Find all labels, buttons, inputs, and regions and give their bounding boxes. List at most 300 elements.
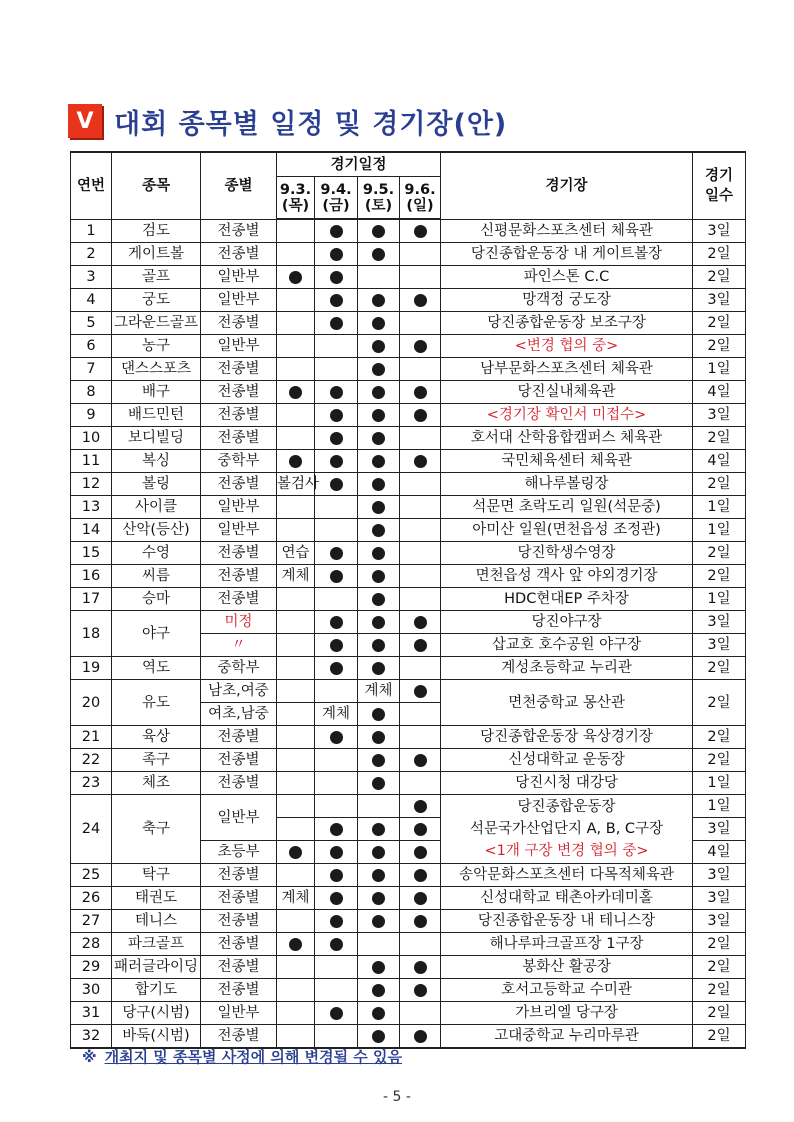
match-dot	[372, 823, 385, 836]
schedule-cell	[315, 219, 358, 243]
row-venue: 아미산 일원(면천읍성 조정관)	[441, 519, 693, 542]
schedule-cell	[315, 266, 358, 289]
table-row	[71, 749, 746, 772]
table-row	[71, 979, 746, 1002]
row-no: 23	[71, 772, 112, 795]
row-sport: 수영	[112, 542, 201, 565]
schedule-cell	[277, 427, 315, 450]
row-venue: 당진시청 대강당	[441, 772, 693, 795]
schedule-cell	[315, 772, 358, 795]
row-venue: 국민체육센터 체육관	[441, 450, 693, 473]
match-dot	[372, 754, 385, 767]
schedule-cell	[400, 933, 441, 956]
row-days: 3일	[693, 404, 746, 427]
match-dot	[372, 731, 385, 744]
row-no: 29	[71, 956, 112, 979]
schedule-cell	[315, 289, 358, 312]
schedule-cell	[400, 427, 441, 450]
row-days: 3일	[693, 864, 746, 887]
match-dot	[372, 593, 385, 606]
row-division: 초등부	[201, 841, 277, 864]
row-sport: 검도	[112, 219, 201, 243]
schedule-cell	[358, 611, 400, 634]
row-sport: 합기도	[112, 979, 201, 1002]
row-no: 6	[71, 335, 112, 358]
match-dot	[289, 455, 302, 468]
match-dot	[414, 800, 427, 813]
row-venue: 해나루파크골프장 1구장	[441, 933, 693, 956]
schedule-cell	[315, 634, 358, 657]
schedule-cell	[315, 565, 358, 588]
schedule-cell	[277, 956, 315, 979]
table-row	[71, 680, 746, 703]
row-division: 전종별	[201, 381, 277, 404]
schedule-cell	[358, 243, 400, 266]
row-sport: 태권도	[112, 887, 201, 910]
match-dot	[330, 547, 343, 560]
schedule-cell	[400, 519, 441, 542]
row-no: 31	[71, 1002, 112, 1025]
match-dot	[289, 386, 302, 399]
schedule-cell	[400, 565, 441, 588]
match-dot	[372, 869, 385, 882]
schedule-cell	[400, 611, 441, 634]
row-division: 전종별	[201, 726, 277, 749]
match-dot	[330, 478, 343, 491]
schedule-cell	[277, 450, 315, 473]
schedule-cell	[315, 542, 358, 565]
section-title: 대회 종목별 일정 및 경기장(안)	[114, 108, 508, 140]
table-row	[71, 1025, 746, 1049]
table-row	[71, 772, 746, 795]
row-no: 15	[71, 542, 112, 565]
row-division: 전종별	[201, 358, 277, 381]
table-row	[71, 312, 746, 335]
schedule-cell	[400, 887, 441, 910]
row-days: 2일	[693, 979, 746, 1002]
row-division: 전종별	[201, 427, 277, 450]
match-dot	[330, 570, 343, 583]
row-sport: 당구(시범)	[112, 1002, 201, 1025]
schedule-cell	[358, 450, 400, 473]
schedule-cell	[315, 726, 358, 749]
row-days: 4일	[693, 381, 746, 404]
schedule-cell	[315, 427, 358, 450]
schedule-cell: 연습	[277, 542, 315, 565]
schedule-cell	[277, 588, 315, 611]
row-days: 2일	[693, 473, 746, 496]
schedule-cell	[277, 496, 315, 519]
table-row	[71, 910, 746, 933]
match-dot	[414, 961, 427, 974]
schedule-cell	[400, 335, 441, 358]
schedule-cell	[277, 772, 315, 795]
schedule-cell	[400, 266, 441, 289]
footnote	[82, 1046, 402, 1067]
row-division: 일반부	[201, 266, 277, 289]
schedule-cell	[277, 818, 315, 841]
row-sport: 역도	[112, 657, 201, 680]
match-dot	[414, 455, 427, 468]
schedule-cell	[277, 657, 315, 680]
match-dot	[330, 248, 343, 261]
header-date-2: 9.4. (금)	[315, 177, 358, 220]
match-dot	[330, 938, 343, 951]
header-date-4: 9.6. (일)	[400, 177, 441, 220]
row-sport: 배구	[112, 381, 201, 404]
schedule-cell	[277, 703, 315, 726]
match-dot	[372, 639, 385, 652]
row-venue: 해나루볼링장	[441, 473, 693, 496]
row-no: 3	[71, 266, 112, 289]
match-dot	[372, 547, 385, 560]
row-days: 1일	[693, 519, 746, 542]
row-division: 남초,여중	[201, 680, 277, 703]
match-dot	[372, 432, 385, 445]
row-no: 7	[71, 358, 112, 381]
schedule-cell	[315, 818, 358, 841]
row-venue: 당진종합운동장 보조구장	[441, 312, 693, 335]
schedule-cell	[277, 219, 315, 243]
row-division: 전종별	[201, 243, 277, 266]
row-days: 1일	[693, 358, 746, 381]
row-venue: 남부문화스포츠센터 체육관	[441, 358, 693, 381]
section-badge: V	[68, 104, 102, 138]
schedule-cell	[277, 795, 315, 818]
table-row	[71, 956, 746, 979]
schedule-cell	[277, 864, 315, 887]
schedule-cell	[358, 542, 400, 565]
venue-line: 당진종합운동장	[517, 799, 616, 815]
row-days: 1일	[693, 496, 746, 519]
schedule-cell	[315, 312, 358, 335]
match-dot	[372, 386, 385, 399]
schedule-cell	[400, 1025, 441, 1049]
schedule-cell	[277, 634, 315, 657]
schedule-cell: 계체	[277, 565, 315, 588]
row-sport: 복싱	[112, 450, 201, 473]
row-venue: 계성초등학교 누리관	[441, 657, 693, 680]
match-dot	[330, 823, 343, 836]
row-no: 19	[71, 657, 112, 680]
schedule-cell	[315, 473, 358, 496]
row-no: 12	[71, 473, 112, 496]
match-dot	[330, 869, 343, 882]
row-venue: 당진종합운동장 내 게이트볼장	[441, 243, 693, 266]
table-row	[71, 933, 746, 956]
match-dot	[330, 409, 343, 422]
row-division: 전종별	[201, 565, 277, 588]
match-dot	[414, 915, 427, 928]
row-venue: 당진학생수영장	[441, 542, 693, 565]
schedule-cell	[400, 358, 441, 381]
schedule-cell	[400, 219, 441, 243]
row-sport: 씨름	[112, 565, 201, 588]
schedule-cell	[358, 703, 400, 726]
row-division: 전종별	[201, 588, 277, 611]
schedule-cell	[315, 933, 358, 956]
row-no: 20	[71, 680, 112, 726]
match-dot	[330, 616, 343, 629]
schedule-cell: 볼검사	[277, 473, 315, 496]
row-no: 16	[71, 565, 112, 588]
table-row	[71, 588, 746, 611]
row-no: 27	[71, 910, 112, 933]
match-dot	[330, 294, 343, 307]
row-sport: 족구	[112, 749, 201, 772]
table-row	[71, 335, 746, 358]
match-dot	[330, 915, 343, 928]
match-dot	[330, 271, 343, 284]
row-division: 여초,남중	[201, 703, 277, 726]
schedule-cell	[400, 910, 441, 933]
row-days: 3일	[693, 910, 746, 933]
row-division: 일반부	[201, 335, 277, 358]
row-days: 3일	[693, 887, 746, 910]
schedule-cell	[400, 634, 441, 657]
schedule-cell	[277, 335, 315, 358]
row-sport: 그라운드골프	[112, 312, 201, 335]
match-dot	[330, 639, 343, 652]
schedule-cell	[400, 657, 441, 680]
match-dot	[414, 225, 427, 238]
row-sport: 파크골프	[112, 933, 201, 956]
row-division: 일반부	[201, 519, 277, 542]
row-no: 32	[71, 1025, 112, 1049]
row-days: 2일	[693, 933, 746, 956]
table-row	[71, 243, 746, 266]
match-dot	[372, 524, 385, 537]
schedule-cell	[277, 910, 315, 933]
match-dot	[372, 662, 385, 675]
row-days: 3일	[693, 818, 746, 841]
page-number: - 5 -	[383, 1089, 411, 1105]
match-dot	[414, 685, 427, 698]
table-row	[71, 1002, 746, 1025]
schedule-cell	[315, 841, 358, 864]
row-sport: 볼링	[112, 473, 201, 496]
schedule-cell	[400, 450, 441, 473]
match-dot	[414, 754, 427, 767]
match-dot	[414, 294, 427, 307]
row-days: 2일	[693, 657, 746, 680]
row-division: 미정	[201, 611, 277, 634]
header-schedule: 경기일정	[277, 152, 441, 177]
schedule-cell	[315, 864, 358, 887]
schedule-cell	[400, 404, 441, 427]
schedule-cell	[277, 289, 315, 312]
schedule-cell	[400, 542, 441, 565]
schedule-cell	[400, 703, 441, 726]
header-days: 경기 일수	[693, 152, 746, 219]
row-division: 전종별	[201, 772, 277, 795]
match-dot	[372, 317, 385, 330]
schedule-cell	[358, 749, 400, 772]
schedule-cell	[400, 818, 441, 841]
row-days: 3일	[693, 634, 746, 657]
table-row	[71, 795, 746, 818]
match-dot	[372, 570, 385, 583]
footnote-text: 개최지 및 종목별 사정에 의해 변경될 수 있음	[104, 1048, 402, 1066]
schedule-cell	[358, 818, 400, 841]
row-sport: 농구	[112, 335, 201, 358]
schedule-cell	[400, 956, 441, 979]
footnote-mark: ※	[82, 1048, 97, 1066]
row-sport: 게이트볼	[112, 243, 201, 266]
match-dot	[414, 823, 427, 836]
row-days: 3일	[693, 219, 746, 243]
table-row	[71, 519, 746, 542]
row-days: 2일	[693, 427, 746, 450]
match-dot	[372, 478, 385, 491]
schedule-cell	[358, 841, 400, 864]
schedule-cell	[400, 473, 441, 496]
schedule-cell	[358, 219, 400, 243]
schedule-cell	[315, 381, 358, 404]
row-venue: <변경 협의 중>	[441, 335, 693, 358]
match-dot	[414, 846, 427, 859]
schedule-cell	[400, 243, 441, 266]
row-venue: 면천읍성 객사 앞 야외경기장	[441, 565, 693, 588]
row-sport: 궁도	[112, 289, 201, 312]
schedule-cell	[358, 266, 400, 289]
match-dot	[372, 961, 385, 974]
row-sport: 유도	[112, 680, 201, 726]
row-division: 〃	[201, 634, 277, 657]
row-venue: 가브리엘 당구장	[441, 1002, 693, 1025]
venue-line: 석문국가산업단지 A, B, C구장	[469, 821, 664, 837]
match-dot	[289, 938, 302, 951]
schedule-cell	[400, 864, 441, 887]
row-division: 전종별	[201, 404, 277, 427]
schedule-cell	[277, 726, 315, 749]
row-sport: 승마	[112, 588, 201, 611]
row-division: 전종별	[201, 473, 277, 496]
row-sport: 육상	[112, 726, 201, 749]
row-venue: 석문면 초락도리 일원(석문중)	[441, 496, 693, 519]
table-row	[71, 358, 746, 381]
schedule-cell	[358, 473, 400, 496]
row-sport: 야구	[112, 611, 201, 657]
match-dot	[372, 225, 385, 238]
schedule-cell	[315, 243, 358, 266]
schedule-cell	[358, 657, 400, 680]
row-sport: 골프	[112, 266, 201, 289]
row-division: 전종별	[201, 956, 277, 979]
table-row	[71, 289, 746, 312]
schedule-cell	[358, 634, 400, 657]
row-days: 1일	[693, 588, 746, 611]
row-division: 중학부	[201, 657, 277, 680]
schedule-cell	[315, 611, 358, 634]
schedule-cell	[400, 1002, 441, 1025]
schedule-cell	[400, 496, 441, 519]
table-row	[71, 450, 746, 473]
row-venue: 호서대 산학융합캠퍼스 체육관	[441, 427, 693, 450]
schedule-cell	[400, 289, 441, 312]
schedule-cell	[315, 680, 358, 703]
schedule-cell	[277, 611, 315, 634]
match-dot	[372, 294, 385, 307]
row-no: 25	[71, 864, 112, 887]
match-dot	[330, 455, 343, 468]
schedule-cell	[358, 289, 400, 312]
row-days: 4일	[693, 841, 746, 864]
row-division: 중학부	[201, 450, 277, 473]
schedule-cell	[315, 1002, 358, 1025]
table-row	[71, 496, 746, 519]
row-sport: 바둑(시범)	[112, 1025, 201, 1049]
schedule-cell	[277, 1025, 315, 1049]
match-dot	[289, 271, 302, 284]
row-venue: 고대중학교 누리마루관	[441, 1025, 693, 1049]
match-dot	[330, 386, 343, 399]
table-row	[71, 887, 746, 910]
row-venue: 파인스톤 C.C	[441, 266, 693, 289]
match-dot	[372, 892, 385, 905]
schedule-cell	[315, 519, 358, 542]
row-division: 전종별	[201, 1025, 277, 1049]
schedule-cell	[315, 335, 358, 358]
row-days: 1일	[693, 772, 746, 795]
row-venue: <경기장 확인서 미접수>	[441, 404, 693, 427]
schedule-cell	[358, 1002, 400, 1025]
match-dot	[372, 340, 385, 353]
row-sport: 사이클	[112, 496, 201, 519]
match-dot	[372, 616, 385, 629]
match-dot	[372, 409, 385, 422]
table-row	[71, 726, 746, 749]
row-venue: 당진종합운동장 육상경기장	[441, 726, 693, 749]
schedule-cell	[358, 358, 400, 381]
match-dot	[414, 892, 427, 905]
header-venue: 경기장	[441, 152, 693, 219]
match-dot	[330, 1007, 343, 1020]
match-dot	[372, 455, 385, 468]
row-division: 전종별	[201, 749, 277, 772]
schedule-cell: 계체	[277, 887, 315, 910]
schedule-cell	[358, 404, 400, 427]
match-dot	[330, 731, 343, 744]
row-days: 2일	[693, 565, 746, 588]
schedule-cell	[277, 979, 315, 1002]
schedule-cell	[358, 795, 400, 818]
schedule-cell	[358, 910, 400, 933]
schedule-cell	[277, 404, 315, 427]
schedule-cell	[358, 312, 400, 335]
table-row	[71, 381, 746, 404]
row-venue: 망객정 궁도장	[441, 289, 693, 312]
match-dot	[414, 1030, 427, 1043]
row-sport: 축구	[112, 795, 201, 864]
match-dot	[372, 708, 385, 721]
schedule-cell	[358, 565, 400, 588]
schedule-cell	[277, 680, 315, 703]
match-dot	[330, 892, 343, 905]
row-division: 전종별	[201, 887, 277, 910]
schedule-cell	[358, 726, 400, 749]
row-venue: 호서고등학교 수미관	[441, 979, 693, 1002]
row-venue: HDC현대EP 주차장	[441, 588, 693, 611]
row-division: 전종별	[201, 219, 277, 243]
schedule-cell	[400, 841, 441, 864]
row-no: 5	[71, 312, 112, 335]
match-dot	[372, 777, 385, 790]
row-days: 3일	[693, 289, 746, 312]
schedule-cell	[400, 680, 441, 703]
row-no: 1	[71, 219, 112, 243]
row-days: 2일	[693, 335, 746, 358]
